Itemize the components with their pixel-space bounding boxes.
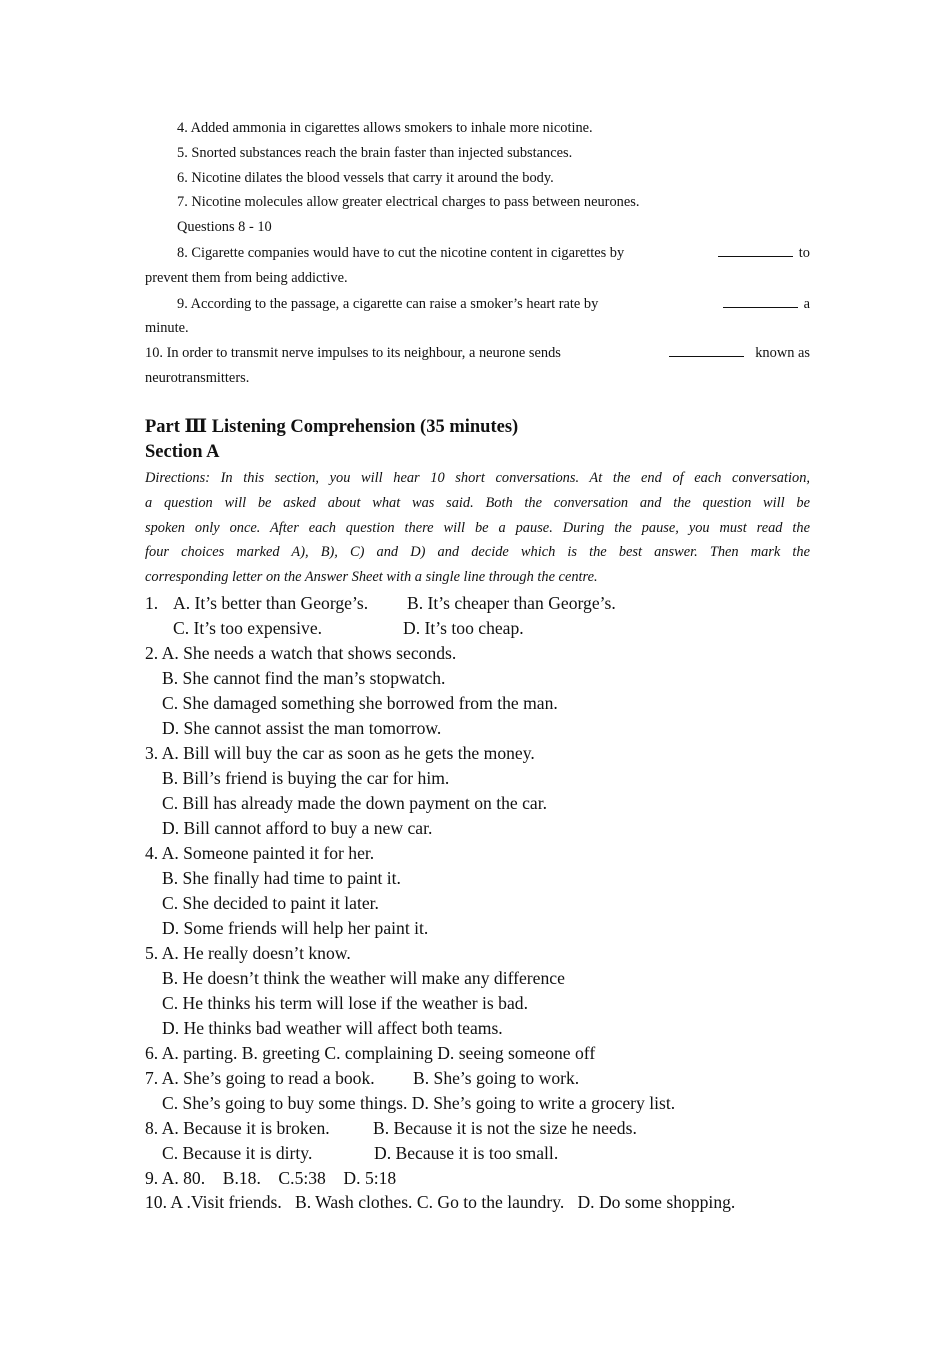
item-7-option-b: B. She’s going to work. <box>413 1068 580 1088</box>
statement-4: 4. Added ammonia in cigarettes allows smokers to inhale more nicotine. <box>177 120 593 136</box>
item-1-option-b: B. It’s cheaper than George’s. <box>407 593 616 613</box>
statement-6: 6. Nicotine dilates the blood vessels that carry it around the body. <box>177 170 554 186</box>
item-8-option-b: B. Because it is not the size he needs. <box>373 1118 637 1138</box>
answer-blank-9 <box>723 297 798 308</box>
item-8-option-d: D. Because it is too small. <box>374 1143 559 1163</box>
question-10-continuation: neurotransmitters. <box>145 370 250 386</box>
question-10-text: 10. In order to transmit nerve impulses to its neighbour, a neurone sends <box>145 345 561 361</box>
item-1-option-c: C. It’s too expensive. <box>173 618 323 638</box>
directions-line: spoken only once. After each question there will be a pause. During the pause, you must read the <box>145 519 810 536</box>
section-title: Section A <box>145 442 220 462</box>
questions-range-heading: Questions 8 - 10 <box>177 219 272 235</box>
question-8-text: 8. Cigarette companies would have to cut the nicotine content in cigarettes by <box>177 245 625 261</box>
item-2-option-c: C. She damaged something she borrowed from the man. <box>162 693 558 713</box>
statement-5: 5. Snorted substances reach the brain faster than injected substances. <box>177 145 573 161</box>
item-3-option-a: 3. A. Bill will buy the car as soon as he gets the money. <box>145 743 535 763</box>
item-6-options: 6. A. parting. B. greeting C. complaining D. seeing someone off <box>145 1043 596 1063</box>
item-3-option-d: D. Bill cannot afford to buy a new car. <box>162 818 433 838</box>
item-4-option-c: C. She decided to paint it later. <box>162 893 379 913</box>
item-3-option-b: B. Bill’s friend is buying the car for him. <box>162 768 450 788</box>
answer-blank-8 <box>718 246 793 257</box>
item-4-option-d: D. Some friends will help her paint it. <box>162 918 429 938</box>
item-5-option-a: 5. A. He really doesn’t know. <box>145 943 351 963</box>
statement-7: 7. Nicotine molecules allow greater electrical charges to pass between neurones. <box>177 194 640 210</box>
question-9-text: 9. According to the passage, a cigarette can raise a smoker’s heart rate by <box>177 296 599 312</box>
item-2-option-d: D. She cannot assist the man tomorrow. <box>162 718 442 738</box>
directions-line: four choices marked A), B), C) and D) and decide which is the best answer. Then mark the <box>145 544 810 561</box>
item-3-option-c: C. Bill has already made the down payment on the car. <box>162 793 548 813</box>
question-9-continuation: minute. <box>145 320 189 336</box>
item-7-options-cd: C. She’s going to buy some things. D. She’s going to write a grocery list. <box>162 1093 676 1113</box>
item-5-option-d: D. He thinks bad weather will affect both teams. <box>162 1018 503 1038</box>
item-5-option-b: B. He doesn’t think the weather will make any difference <box>162 968 565 988</box>
question-8-line <box>177 245 810 262</box>
item-1-number: 1. <box>145 593 159 613</box>
item-8-option-a: 8. A. Because it is broken. <box>145 1118 330 1138</box>
directions <box>145 466 810 590</box>
part-title: Part Ⅲ Listening Comprehension (35 minutes) <box>145 417 519 437</box>
directions-line: corresponding letter on the Answer Sheet with a single line through the centre. <box>145 569 598 586</box>
item-2-option-a: 2. A. She needs a watch that shows seconds. <box>145 643 457 663</box>
question-8-tail: to <box>798 245 810 261</box>
item-9-options: 9. A. 80. B.18. C.5:38 D. 5:18 <box>145 1168 397 1188</box>
item-7-option-a: 7. A. She’s going to read a book. <box>145 1068 375 1088</box>
directions-line: Directions: In this section, you will hear 10 short conversations. At the end of each conversation, <box>145 470 810 486</box>
question-10-tail: known as <box>755 345 810 361</box>
item-4-option-a: 4. A. Someone painted it for her. <box>145 843 375 863</box>
directions-line: a question will be asked about what was said. Both the conversation and the question will be <box>145 494 810 511</box>
item-5-option-c: C. He thinks his term will lose if the weather is bad. <box>162 993 528 1013</box>
question-9-tail: a <box>803 296 810 312</box>
item-8-option-c: C. Because it is dirty. <box>162 1143 313 1163</box>
item-1-option-d: D. It’s too cheap. <box>403 618 524 638</box>
item-2-option-b: B. She cannot find the man’s stopwatch. <box>162 668 446 688</box>
item-10-options: 10. A .Visit friends. B. Wash clothes. C. Go to the laundry. D. Do some shopping. <box>145 1192 736 1212</box>
question-8-continuation: prevent them from being addictive. <box>145 270 348 286</box>
item-4-option-b: B. She finally had time to paint it. <box>162 868 401 888</box>
question-9-line <box>177 296 810 313</box>
question-10-line <box>145 345 810 362</box>
answer-blank-10 <box>669 346 744 357</box>
item-1-option-a: A. It’s better than George’s. <box>173 593 369 613</box>
